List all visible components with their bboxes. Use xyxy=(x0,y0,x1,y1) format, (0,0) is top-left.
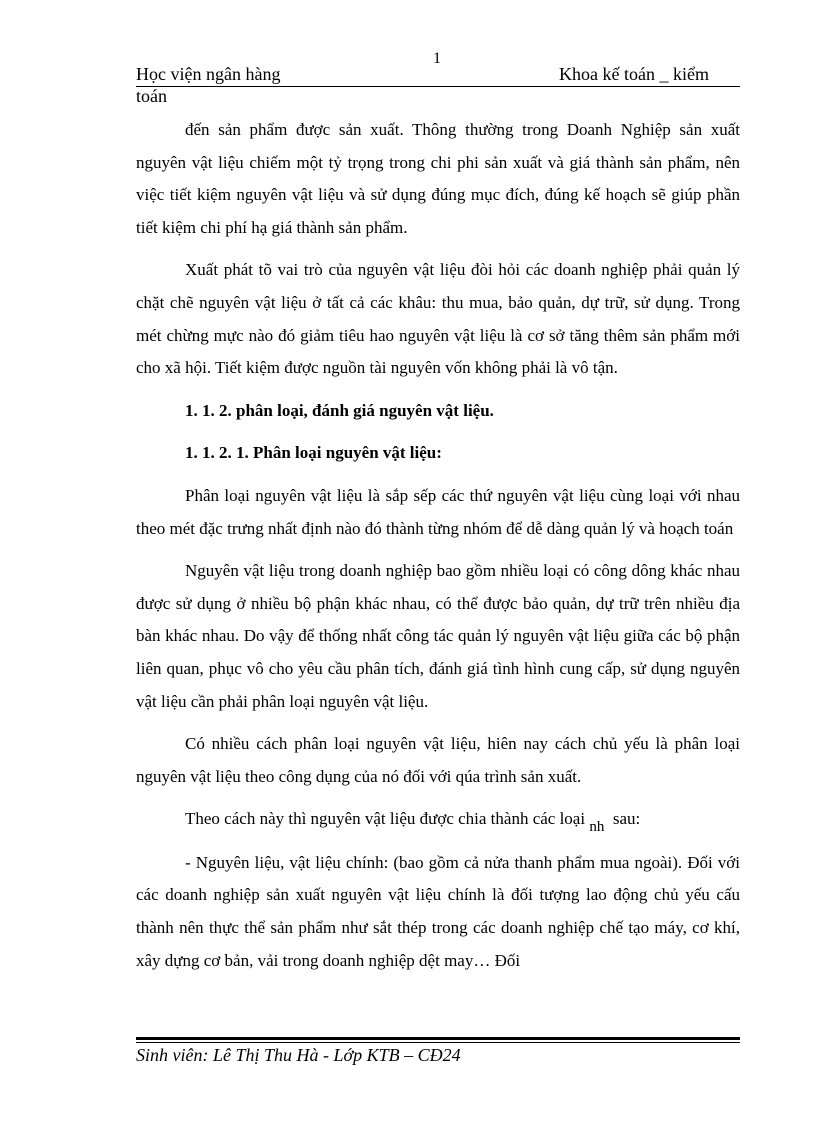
misplaced-fragment: nh xyxy=(589,819,605,836)
intro-text-end: sau: xyxy=(612,809,641,829)
paragraph: Nguyên vật liệu trong doanh nghiệp bao gồm nhiều loại có công dông khác nhau được sử dụng ở nhiều bộ phận khác nhau, có thể được bảo quản, dự trữ trên nhiều địa bàn khác nhau. Do vậy để thống nhất công tác quản lý nguyên vật liệu giữa các bộ phận liên quan, phục vô cho yêu cầu phân tích, đánh giá tình hình cung cấp, sử dụng nguyên vật liệu cần phải phân loại nguyên vật liệu. xyxy=(136,561,740,711)
header-continuation: toán xyxy=(136,86,167,106)
header-left-institution: Học viện ngân hàng xyxy=(136,64,281,84)
footer-rule-thick xyxy=(136,1037,740,1040)
section-heading: 1. 1. 2. phân loại, đánh giá nguyên vật liệu. xyxy=(185,400,494,420)
page-footer xyxy=(136,1037,740,1066)
footer-student-info: Sinh viên: Lê Thị Thu Hà - Lớp KTB – CĐ24 xyxy=(136,1045,461,1065)
page-header xyxy=(136,64,740,87)
footer-rule-thin xyxy=(136,1042,740,1043)
paragraph: Có nhiều cách phân loại nguyên vật liệu, hiên nay cách chủ yếu là phân loại nguyên vật liệu theo công dụng của nó đối với qúa trình sản xuất. xyxy=(136,734,740,786)
header-right-department: Khoa kế toán _ kiểm xyxy=(559,64,709,84)
paragraph: Phân loại nguyên vật liệu là sắp sếp các thứ nguyên vật liệu cùng loại với nhau theo mét đặc trưng nhất định nào đó thành từng nhóm để dễ dàng quản lý và hoạch toán xyxy=(136,485,740,538)
paragraph: đến sản phẩm được sản xuất. Thông thường trong Doanh Nghiệp sản xuất nguyên vật liệu chiếm một tỷ trọng trong chi phi sản xuất và giá thành sản phẩm, nên việc tiết kiệm nguyên vật liệu và sử dụng đúng mục đích, đúng kế hoạch sẽ giúp phần tiết kiệm chi phí hạ giá thành sản phẩm. xyxy=(136,120,740,237)
paragraph: Xuất phát tõ vai trò của nguyên vật liệu đòi hỏi các doanh nghiệp phải quản lý chặt chẽ nguyên vật liệu ở tất cả các khâu: thu mua, bảo quản, dự trữ, sử dụng. Trong mét chừng mực nào đó giảm tiêu hao nguyên vật liệu là cơ sở tăng thêm sản phẩm mới cho xã hội. Tiết kiệm được nguồn tài nguyên vốn không phải là vô tận. xyxy=(136,260,740,378)
document-body xyxy=(136,114,740,977)
paragraph: - Nguyên liệu, vật liệu chính: (bao gồm cả nửa thanh phẩm mua ngoài). Đối với các doanh nghiệp sản xuất nguyên vật liệu chính là đối tượng lao động chủ yếu cấu thành nên thực thể sản phẩm như sắt thép trong các doanh nghiệp chế tạo máy, cơ khí, xây dựng cơ bản, vải trong doanh nghiệp dệt may… Đối xyxy=(136,852,740,970)
classification-intro-line xyxy=(136,803,740,837)
page-number: 1 xyxy=(433,50,441,67)
intro-text: Theo cách này thì nguyên vật liệu được chia thành các loại xyxy=(185,809,586,829)
subsection-heading: 1. 1. 2. 1. Phân loại nguyên vật liệu: xyxy=(185,443,442,463)
